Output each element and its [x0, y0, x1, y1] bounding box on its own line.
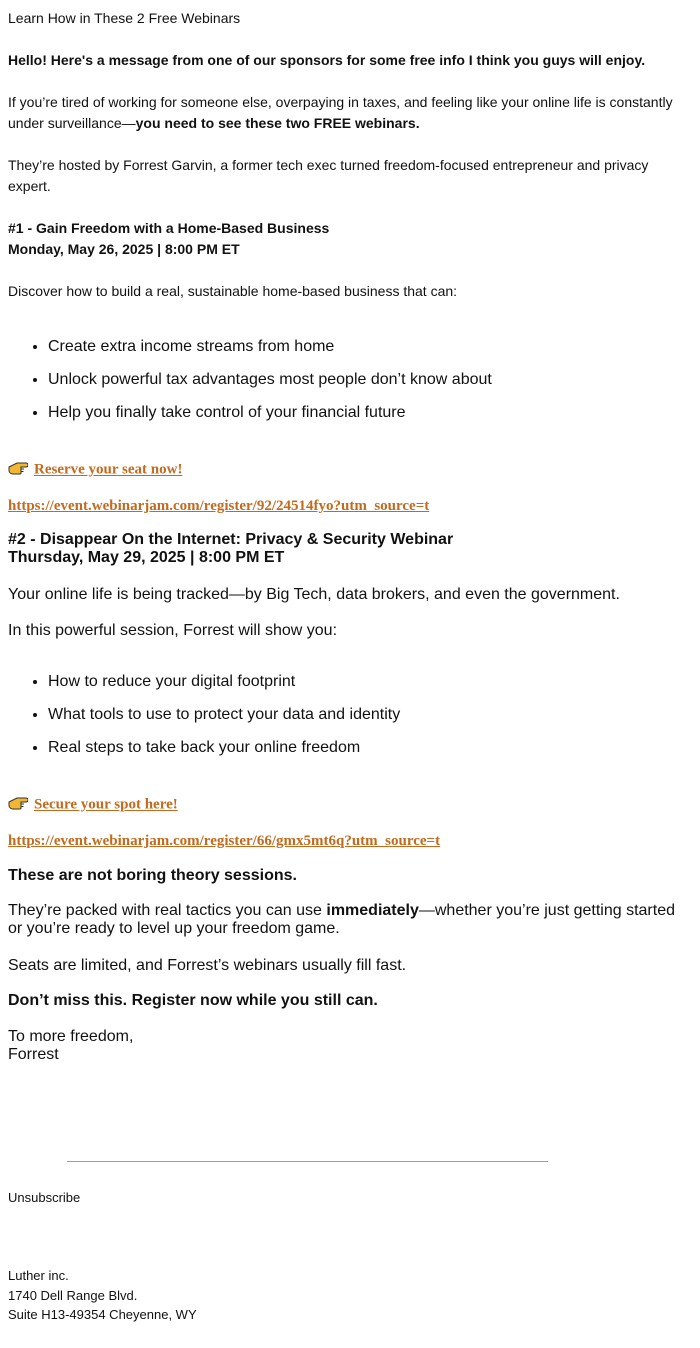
packed-text-a: They’re packed with real tactics you can use: [8, 902, 327, 919]
footer-address-line2: Suite H13-49354 Cheyenne, WY: [8, 1307, 197, 1322]
webinar2-url-row: [8, 831, 688, 851]
webinar2-date: Thursday, May 29, 2025 | 8:00 PM ET: [8, 549, 285, 566]
webinar2-bullets: [8, 672, 700, 771]
footer-divider: [67, 1161, 548, 1162]
signoff: To more freedom,: [8, 1028, 134, 1045]
list-item: • Create extra income streams from home: [48, 337, 700, 370]
unsubscribe-link[interactable]: Unsubscribe: [8, 1190, 81, 1205]
pointing-hand-icon: [8, 459, 28, 480]
webinar2-p1: Your online life is being tracked—by Big Tech, data brokers, and even the government.: [8, 586, 620, 603]
list-item: • What tools to use to protect your data and identity: [48, 705, 700, 738]
webinar2-p2: In this powerful session, Forrest will show you:: [8, 622, 338, 639]
pointing-hand-icon: [8, 794, 28, 815]
footer-company: Luther inc.: [8, 1268, 69, 1283]
seats-text: Seats are limited, and Forrest’s webinars usually fill fast.: [8, 957, 407, 974]
webinar1-lead: Discover how to build a real, sustainable home-based business that can:: [8, 283, 458, 299]
webinar1-heading: #1 - Gain Freedom with a Home-Based Business: [8, 220, 330, 236]
webinar1-cta-row: [8, 459, 688, 481]
secure-spot-link[interactable]: Secure your spot here!: [34, 796, 178, 813]
intro-text: If you’re tired of working for someone else, overpaying in taxes, and feeling like your online life is constantly under surveillance—: [8, 94, 673, 131]
webinar2-heading: #2 - Disappear On the Internet: Privacy & Security Webinar: [8, 531, 454, 548]
webinar1-url-row: [8, 496, 688, 516]
not-boring-text: These are not boring theory sessions.: [8, 867, 297, 884]
reserve-seat-link[interactable]: Reserve your seat now!: [34, 461, 183, 478]
list-item: • Unlock powerful tax advantages most people don’t know about: [48, 370, 700, 403]
email-title: Learn How in These 2 Free Webinars: [8, 10, 241, 26]
footer-address-line1: 1740 Dell Range Blvd.: [8, 1288, 138, 1303]
list-item: • How to reduce your digital footprint: [48, 672, 700, 705]
webinar1-bullets: [8, 337, 700, 436]
sponsor-note: Hello! Here's a message from one of our sponsors for some free info I think you guys will enjoy.: [8, 52, 646, 68]
webinar2-cta-row: [8, 794, 688, 816]
packed-paragraph: [8, 902, 688, 938]
dont-miss-text: Don’t miss this. Register now while you still can.: [8, 992, 378, 1009]
host-paragraph: They’re hosted by Forrest Garvin, a former tech exec turned freedom-focused entrepreneur and privacy expert.: [8, 157, 649, 194]
webinar1-date: Monday, May 26, 2025 | 8:00 PM ET: [8, 241, 240, 257]
signature: Forrest: [8, 1046, 59, 1063]
list-item: • Real steps to take back your online freedom: [48, 738, 700, 771]
webinar2-url-link[interactable]: https://event.webinarjam.com/register/66/gmx5mt6q?utm_source=t: [8, 833, 441, 849]
list-item: • Help you finally take control of your financial future: [48, 403, 700, 436]
packed-text-b: —whether you’re just getting started or you’re ready to level up your freedom game.: [8, 902, 675, 937]
packed-bold: immediately: [326, 902, 419, 919]
intro-bold: you need to see these two FREE webinars.: [135, 115, 420, 131]
intro-paragraph: [8, 92, 688, 134]
webinar1-url-link[interactable]: https://event.webinarjam.com/register/92/24514fyo?utm_source=t: [8, 498, 430, 514]
